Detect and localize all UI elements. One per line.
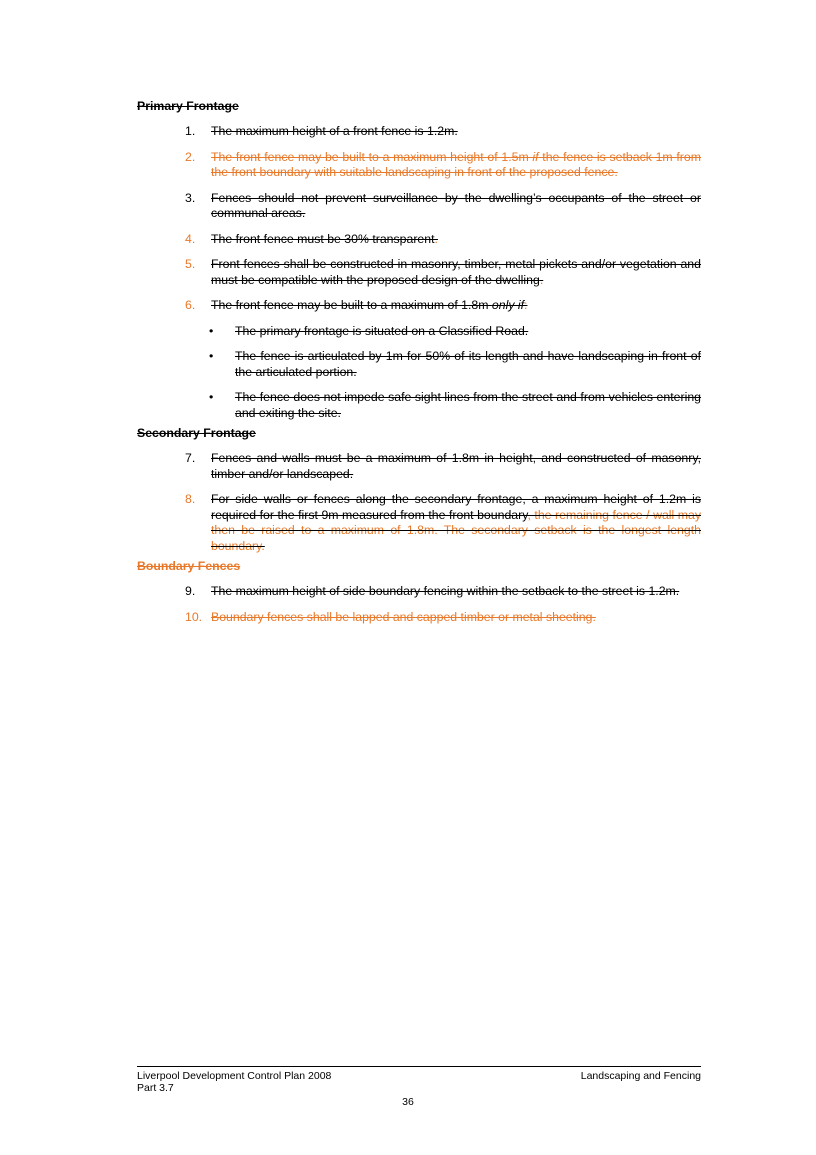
list-text: For side walls or fences along the secondary frontage, a maximum height of 1.2m is required for the first 9m measured from the front boundary bbox=[211, 492, 701, 522]
document-body bbox=[137, 98, 701, 635]
bullet-item-2 bbox=[137, 349, 701, 380]
bullet-item-1 bbox=[137, 324, 701, 340]
list-item-6 bbox=[137, 298, 701, 314]
list-text: The maximum height of a front fence is 1.2m. bbox=[211, 124, 458, 138]
bullet-text: The primary frontage is situated on a Classified Road. bbox=[235, 323, 529, 338]
list-text: The front fence may be built to a maximum height of 1.5m bbox=[211, 149, 533, 164]
list-item-1 bbox=[137, 124, 701, 140]
list-number: 6. bbox=[185, 298, 196, 312]
secondary-frontage-heading: Secondary Frontage bbox=[137, 426, 256, 440]
list-number: 3. bbox=[185, 190, 196, 205]
footer-part-label: Part 3.7 bbox=[137, 1082, 174, 1094]
list-number: 10. bbox=[185, 609, 203, 624]
list-number: 2. bbox=[185, 149, 196, 164]
list-number: 1. bbox=[185, 124, 196, 138]
list-number: 8. bbox=[185, 492, 196, 506]
list-number: 9. bbox=[185, 584, 196, 598]
list-number: 5. bbox=[185, 257, 196, 271]
bullet-dot-icon: • bbox=[209, 323, 214, 338]
list-item-7 bbox=[137, 451, 701, 482]
list-item-4 bbox=[137, 232, 701, 248]
list-item-5 bbox=[137, 257, 701, 288]
bullet-text: The fence is articulated by 1m for 50% of its length and have landscaping in front of the articulated portion. bbox=[235, 349, 701, 379]
page-footer bbox=[137, 1066, 701, 1094]
list-item-3 bbox=[137, 191, 701, 222]
list-text-emphasis: only if bbox=[491, 298, 525, 312]
list-text: Fences should not prevent surveillance by the dwelling’s occupants of the street or communal areas. bbox=[211, 190, 701, 220]
list-item-2 bbox=[137, 150, 701, 181]
list-text-tail: . bbox=[539, 272, 544, 287]
footer-section-title: Landscaping and Fencing bbox=[580, 1070, 701, 1082]
boundary-fences-heading: Boundary Fences bbox=[137, 559, 241, 573]
bullet-dot-icon: • bbox=[209, 349, 214, 363]
page-number: 36 bbox=[402, 1096, 414, 1108]
list-text-tail: , the remaining fence / wall may then be raised to a maximum of 1.8m. The secondary setback is the longest length boundary. bbox=[211, 507, 702, 553]
list-text: Front fences shall be constructed in masonry, timber, metal pickets and/or vegetation and must be compatible with the proposed design of the dwelling bbox=[211, 257, 701, 287]
list-item-10 bbox=[137, 610, 701, 626]
list-text: The maximum height of side boundary fencing within the setback to the street is 1.2m. bbox=[211, 584, 680, 598]
list-text: The front fence must be 30% transparent bbox=[211, 231, 435, 246]
list-text-tail: : bbox=[524, 298, 528, 312]
bullet-item-3 bbox=[137, 390, 701, 421]
bullet-dot-icon: • bbox=[209, 390, 214, 404]
bullet-text: The fence does not impede safe sight lines from the street and from vehicles entering and exiting the site. bbox=[235, 390, 701, 420]
list-text: Fences and walls must be a maximum of 1.8m in height, and constructed of masonry, timber and/or landscaped. bbox=[211, 451, 701, 481]
list-text: Boundary fences shall be lapped and capped timber or metal sheeting. bbox=[211, 609, 596, 624]
list-number: 4. bbox=[185, 231, 196, 246]
list-item-9 bbox=[137, 584, 701, 600]
footer-document-title: Liverpool Development Control Plan 2008 bbox=[137, 1070, 332, 1082]
list-text-tail: . bbox=[434, 231, 438, 246]
list-text-emphasis: if bbox=[532, 149, 539, 164]
list-number: 7. bbox=[185, 451, 196, 465]
list-item-8 bbox=[137, 492, 701, 554]
primary-frontage-heading: Primary Frontage bbox=[137, 99, 239, 113]
list-text: The front fence may be built to a maximum of 1.8m bbox=[211, 298, 492, 312]
list-text: the fence is setback 1m from the front boundary with suitable landscaping in front of the proposed fence. bbox=[211, 149, 701, 179]
